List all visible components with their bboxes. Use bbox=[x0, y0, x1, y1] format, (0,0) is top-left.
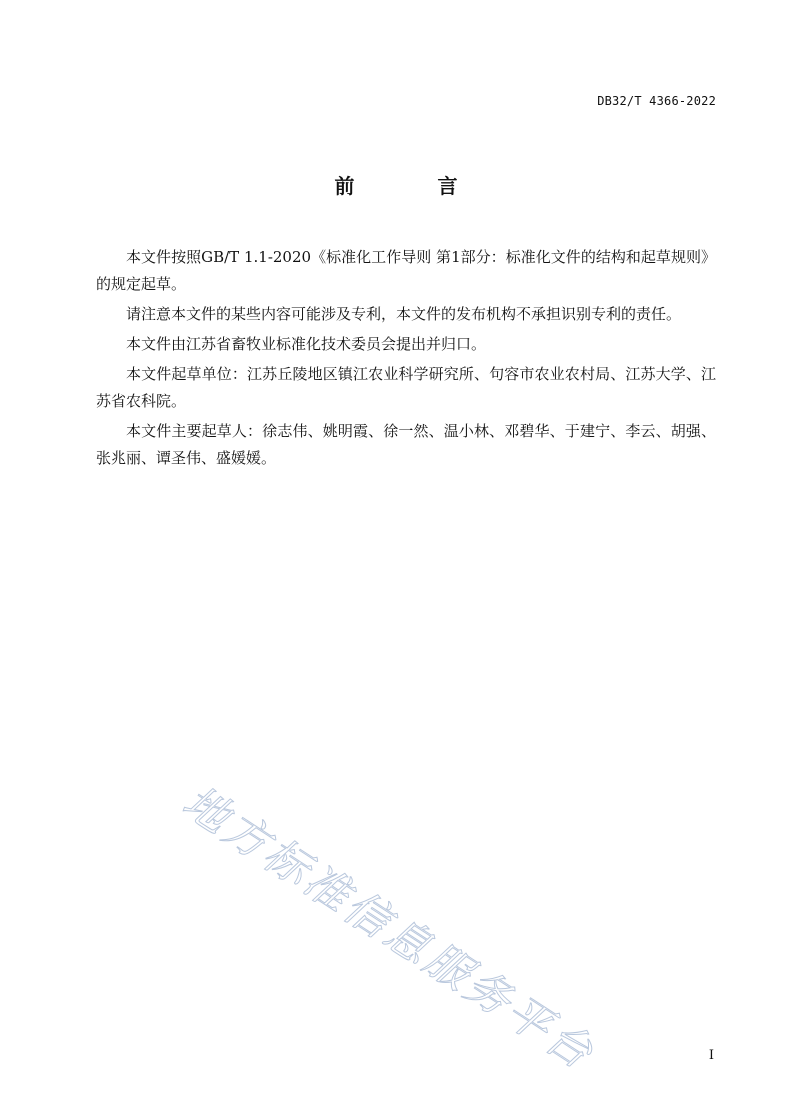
foreword-body bbox=[96, 244, 716, 475]
page-title: 前 言 bbox=[334, 174, 496, 198]
paragraph-drafting-units: 本文件起草单位：江苏丘陵地区镇江农业科学研究所、句容市农业农村局、江苏大学、江苏省农科院。 bbox=[96, 365, 716, 410]
paragraph-proposer: 本文件由江苏省畜牧业标准化技术委员会提出并归口。 bbox=[126, 335, 487, 353]
paragraph-patent-notice: 请注意本文件的某些内容可能涉及专利，本文件的发布机构不承担识别专利的责任。 bbox=[126, 305, 682, 323]
watermark: 地方标准信息服务平台 bbox=[173, 776, 604, 1081]
standard-code: DB32/T 4366-2022 bbox=[597, 94, 716, 108]
page-number: I bbox=[708, 1048, 714, 1063]
paragraph-drafters: 本文件主要起草人：徐志伟、姚明霞、徐一然、温小林、邓碧华、于建宁、李云、胡强、张兆丽、谭圣伟、盛媛媛。 bbox=[96, 422, 716, 467]
paragraph-drafting-rules: 本文件按照GB/T 1.1-2020《标准化工作导则 第1部分：标准化文件的结构和起草规则》的规定起草。 bbox=[96, 248, 716, 293]
